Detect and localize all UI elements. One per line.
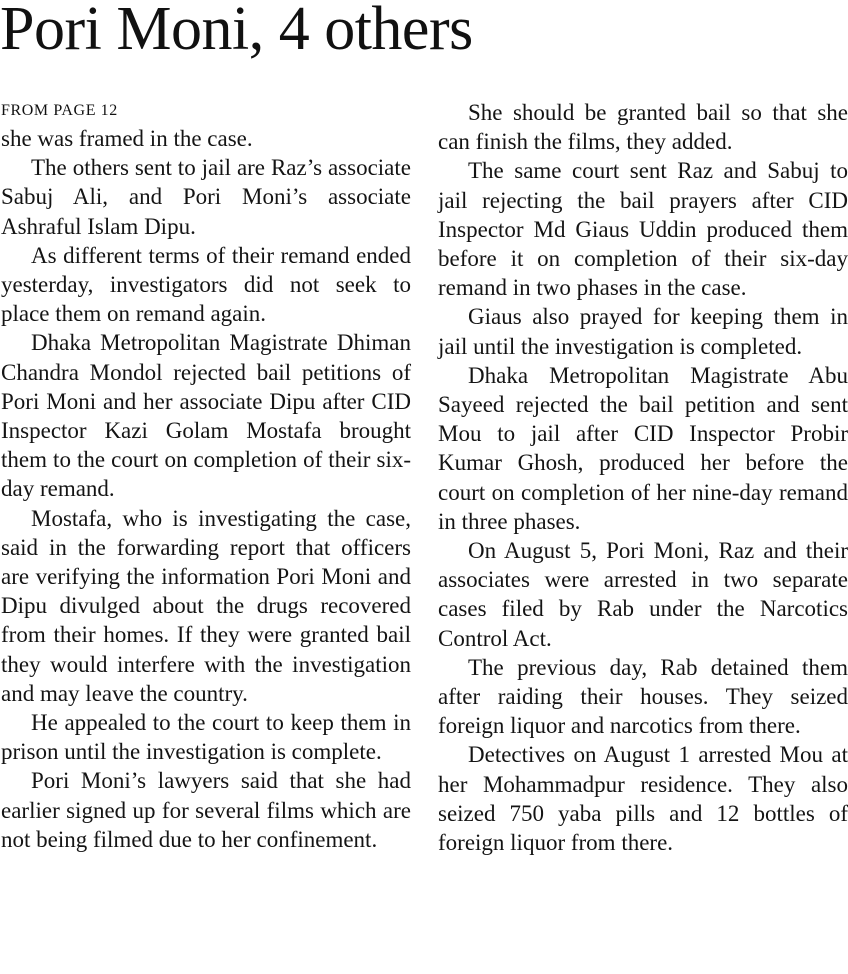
headline: Pori Moni, 4 others (0, 0, 473, 63)
left-column (1, 98, 411, 854)
paragraph: Pori Moni’s lawyers said that she had earlier signed up for several films which are not being filmed due to her confinement. (1, 768, 411, 852)
paragraph: She should be granted bail so that she can finish the films, they added. (438, 100, 848, 155)
paragraph: As different terms of their remand ended yesterday, investigators did not seek to place them on remand again. (1, 242, 411, 327)
paragraph: Detectives on August 1 arrested Mou at her Mohammadpur residence. They also seized 750 yaba pills and 12 bottles of foreign liquor from there. (438, 742, 848, 856)
paragraph: Mostafa, who is investigating the case, said in the forwarding report that officers are verifying the information Pori Moni and Dipu divulged about the drugs recovered from their homes. If they were granted bail they would interfere with the investigation and may leave the country. (1, 505, 411, 706)
paragraph: He appealed to the court to keep them in prison until the investigation is complete. (1, 710, 411, 765)
right-column (438, 98, 848, 857)
paragraph: Dhaka Metropolitan Magistrate Abu Sayeed rejected the bail petition and sent Mou to jail after CID Inspector Probir Kumar Ghosh, produced her before the court on completion of her nine-day remand in three phases. (438, 362, 848, 534)
paragraph: The previous day, Rab detained them after raiding their houses. They seized foreign liquor and narcotics from there. (438, 654, 848, 739)
paragraph: On August 5, Pori Moni, Raz and their associates were arrested in two separate cases filed by Rab under the Narcotics Control Act. (438, 538, 848, 651)
paragraph: The others sent to jail are Raz’s associate Sabuj Ali, and Pori Moni’s associate Ashraful Islam Dipu. (1, 155, 411, 239)
paragraph: The same court sent Raz and Sabuj to jail rejecting the bail prayers after CID Inspector Md Giaus Uddin produced them before it on completion of their six-day remand in two phases in the case. (438, 158, 848, 301)
jump-line: FROM PAGE 12 (1, 102, 118, 119)
paragraph: Giaus also prayed for keeping them in jail until the investigation is completed. (438, 304, 848, 359)
paragraph: Dhaka Metropolitan Magistrate Dhiman Chandra Mondol rejected bail petitions of Pori Moni and her associate Dipu after CID Inspector Kazi Golam Mostafa brought them to the court on completion of their six-day remand. (1, 330, 411, 502)
paragraph: she was framed in the case. (1, 126, 253, 151)
